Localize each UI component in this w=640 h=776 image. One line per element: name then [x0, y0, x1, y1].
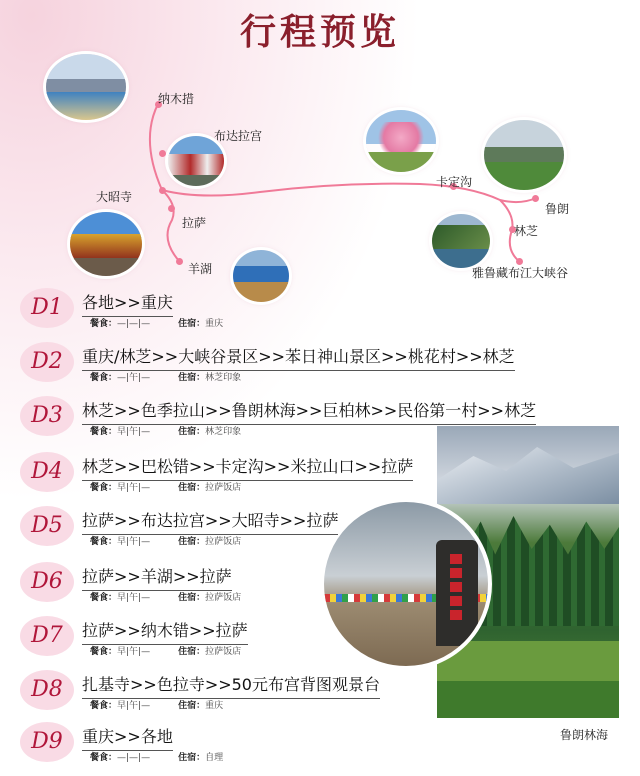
day-meta: 餐食：早|午|— 住宿：拉萨饭店	[90, 593, 242, 603]
place-label: 布达拉宫	[214, 129, 263, 143]
page-title: 行程预览	[239, 11, 400, 53]
pin-potala	[159, 150, 166, 157]
day-route: 重庆>>各地	[82, 724, 173, 751]
day-badge: D7	[20, 616, 74, 656]
itinerary-day	[20, 562, 460, 612]
place-label: 拉萨	[182, 216, 207, 230]
day-route: 林芝>>巴松错>>卡定沟>>米拉山口>>拉萨	[82, 454, 413, 481]
place-label: 羊湖	[188, 262, 213, 276]
day-route: 林芝>>色季拉山>>鲁朗林海>>巨柏林>>民俗第一村>>林芝	[82, 398, 536, 425]
pin-lulang	[532, 195, 539, 202]
pin-lhasa	[168, 205, 175, 212]
day-meta: 餐食：早|午|— 住宿：拉萨饭店	[90, 647, 242, 657]
day-meta: 餐食：—|—|— 住宿：重庆	[90, 319, 224, 329]
day-meta: 餐食：早|午|— 住宿：拉萨饭店	[90, 537, 242, 547]
place-label: 雅鲁藏布江大峡谷	[472, 266, 569, 280]
day-meta: 餐食：—|—|— 住宿：自理	[90, 753, 224, 763]
pin-yamdrok	[176, 258, 183, 265]
day-route: 扎基寺>>色拉寺>>50元布宫背图观景台	[82, 672, 380, 699]
day-badge: D6	[20, 562, 74, 602]
jokhang-photo	[70, 212, 142, 276]
day-route: 重庆/林芝>>大峡谷景区>>苯日神山景区>>桃花村>>林芝	[82, 344, 515, 371]
kading-photo	[366, 110, 436, 172]
canyon-photo	[432, 214, 490, 268]
place-label: 林芝	[514, 224, 539, 238]
day-route: 拉萨>>纳木错>>拉萨	[82, 618, 248, 645]
day-badge: D8	[20, 670, 74, 710]
itinerary-day	[20, 342, 515, 392]
lulang-photo	[484, 120, 564, 190]
day-badge: D2	[20, 342, 74, 382]
pin-jokhang	[159, 187, 166, 194]
day-route: 拉萨>>布达拉宫>>大昭寺>>拉萨	[82, 508, 338, 535]
day-meta: 餐食：早|午|— 住宿：拉萨饭店	[90, 483, 242, 493]
itinerary-day	[20, 616, 460, 666]
itinerary-day	[20, 396, 537, 446]
photo-caption: 鲁朗林海	[560, 728, 609, 742]
day-badge: D1	[20, 288, 74, 328]
day-badge: D9	[20, 722, 74, 762]
place-label: 卡定沟	[436, 175, 473, 189]
day-meta: 餐食：早|午|— 住宿：林芝印象	[90, 427, 242, 437]
day-route: 各地>>重庆	[82, 290, 173, 317]
place-label: 鲁朗	[545, 202, 570, 216]
place-label: 大昭寺	[96, 190, 133, 204]
namtso-photo	[46, 54, 126, 120]
day-badge: D4	[20, 452, 74, 492]
itinerary-day	[20, 452, 460, 502]
day-meta: 餐食：—|午|— 住宿：林芝印象	[90, 373, 242, 383]
itinerary-day	[20, 506, 460, 556]
itinerary-day	[20, 288, 460, 338]
day-route: 拉萨>>羊湖>>拉萨	[82, 564, 232, 591]
itinerary-day	[20, 670, 460, 720]
day-meta: 餐食：早|午|— 住宿：重庆	[90, 701, 224, 711]
day-badge: D5	[20, 506, 74, 546]
place-label: 纳木措	[158, 92, 195, 106]
itinerary-day	[20, 722, 460, 772]
day-badge: D3	[20, 396, 74, 436]
